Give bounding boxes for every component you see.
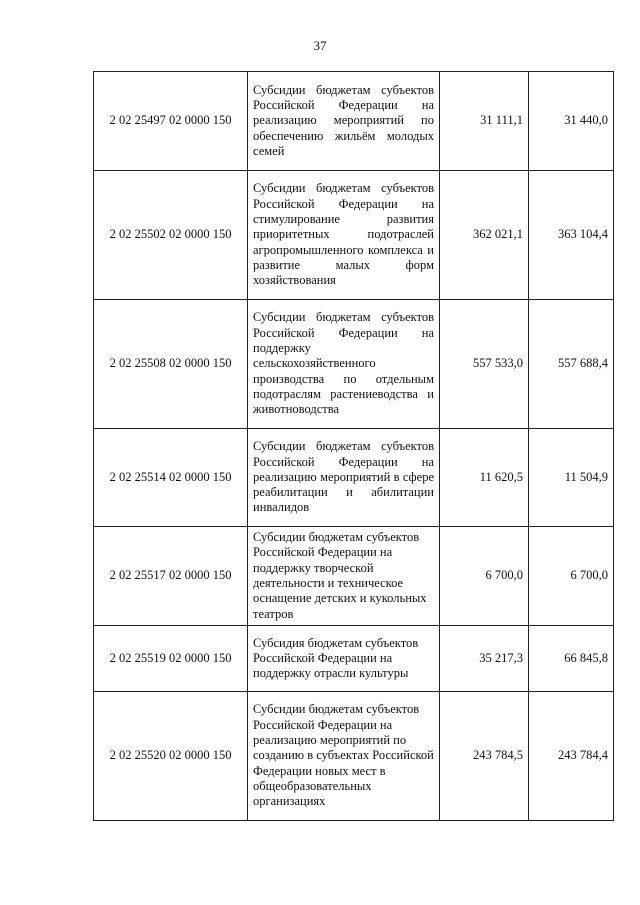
amount-cell-2: 557 688,4 <box>529 300 614 429</box>
table-row <box>94 527 614 626</box>
amount-cell-2: 6 700,0 <box>529 527 614 626</box>
description-cell: Субсидия бюджетам субъектов Российской Федерации на поддержку отрасли культуры <box>248 626 440 692</box>
amount-cell-1: 11 620,5 <box>440 429 529 527</box>
description-cell: Субсидии бюджетам субъектов Российской Федерации на поддержку сельскохозяйственного производства по отдельным подотраслям растениеводства и животноводства <box>248 300 440 429</box>
table-row <box>94 300 614 429</box>
table-row <box>94 429 614 527</box>
budget-table <box>93 71 614 821</box>
amount-cell-2: 11 504,9 <box>529 429 614 527</box>
budget-code-cell: 2 02 25497 02 0000 150 <box>94 72 248 171</box>
description-cell: Субсидии бюджетам субъектов Российской Федерации на поддержку творческой деятельности и техническое оснащение детских и кукольных театров <box>248 527 440 626</box>
page-number: 37 <box>313 38 327 53</box>
amount-cell-1: 243 784,5 <box>440 692 529 821</box>
description-cell: Субсидии бюджетам субъектов Российской Федерации на стимулирование развития приоритетных подотраслей агропромышленного комплекса и развитие малых форм хозяйствования <box>248 171 440 300</box>
budget-code-cell: 2 02 25520 02 0000 150 <box>94 692 248 821</box>
budget-code-cell: 2 02 25508 02 0000 150 <box>94 300 248 429</box>
budget-code-cell: 2 02 25514 02 0000 150 <box>94 429 248 527</box>
amount-cell-2: 66 845,8 <box>529 626 614 692</box>
table-row <box>94 171 614 300</box>
table-row <box>94 72 614 171</box>
amount-cell-2: 31 440,0 <box>529 72 614 171</box>
amount-cell-1: 6 700,0 <box>440 527 529 626</box>
amount-cell-1: 362 021,1 <box>440 171 529 300</box>
budget-code-cell: 2 02 25517 02 0000 150 <box>94 527 248 626</box>
amount-cell-1: 35 217,3 <box>440 626 529 692</box>
budget-code-cell: 2 02 25519 02 0000 150 <box>94 626 248 692</box>
table-row <box>94 692 614 821</box>
budget-code-cell: 2 02 25502 02 0000 150 <box>94 171 248 300</box>
description-cell: Субсидии бюджетам субъектов Российской Федерации на реализацию мероприятий в сфере реабилитации и абилитации инвалидов <box>248 429 440 527</box>
amount-cell-2: 243 784,4 <box>529 692 614 821</box>
table-row <box>94 626 614 692</box>
amount-cell-1: 557 533,0 <box>440 300 529 429</box>
description-cell: Субсидии бюджетам субъектов Российской Федерации на реализацию мероприятий по обеспечению жильём молодых семей <box>248 72 440 171</box>
amount-cell-1: 31 111,1 <box>440 72 529 171</box>
description-cell: Субсидии бюджетам субъектов Российской Федерации на реализацию мероприятий по созданию в субъектах Российской Федерации новых мест в общеобразовательных организациях <box>248 692 440 821</box>
amount-cell-2: 363 104,4 <box>529 171 614 300</box>
